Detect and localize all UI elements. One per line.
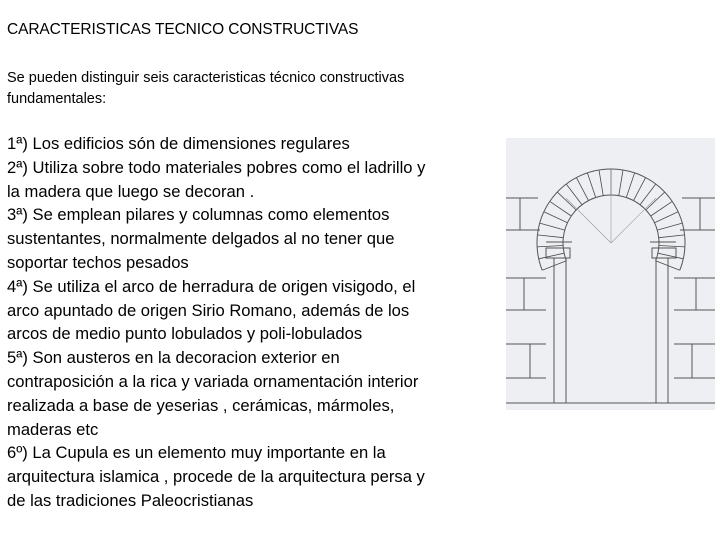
list-line: 4ª) Se utiliza el arco de herradura de origen visigodo, el	[7, 276, 416, 296]
list-line: arco apuntado de origen Sirio Romano, además de los	[7, 300, 410, 320]
list-line: arquitectura islamica , procede de la arquitectura persa y	[7, 467, 425, 487]
list-line: 5ª) Son austeros en la decoracion exterior en	[7, 348, 340, 368]
list-line: maderas etc	[7, 419, 99, 439]
list-line: 6º) La Cupula es un elemento muy importante en la	[7, 443, 386, 463]
list-line: realizada a base de yeserias , cerámicas, mármoles,	[7, 395, 395, 415]
characteristics-list	[7, 132, 497, 513]
list-line: sustentantes, normalmente delgados al no tener que	[7, 229, 395, 249]
list-line: arcos de medio punto lobulados y poli-lobulados	[7, 324, 363, 344]
list-line: 2ª) Utiliza sobre todo materiales pobres como el ladrillo y	[7, 157, 426, 177]
horseshoe-arch-drawing	[506, 138, 715, 410]
list-line: 3ª) Se emplean pilares y columnas como elementos	[7, 205, 390, 225]
list-line: la madera que luego se decoran .	[7, 181, 255, 201]
list-line: soportar techos pesados	[7, 252, 189, 272]
intro-line: Se pueden distinguir seis caracteristicas técnico constructivas	[7, 70, 405, 86]
list-line: 1ª) Los edificios són de dimensiones regulares	[7, 134, 350, 153]
list-line: contraposición a la rica y variada ornamentación interior	[7, 371, 419, 391]
list-line: de las tradiciones Paleocristianas	[7, 490, 254, 510]
slide-title: CARACTERISTICAS TECNICO CONSTRUCTIVAS	[7, 21, 359, 38]
intro-line: fundamentales:	[7, 91, 107, 107]
intro-text	[7, 68, 477, 110]
